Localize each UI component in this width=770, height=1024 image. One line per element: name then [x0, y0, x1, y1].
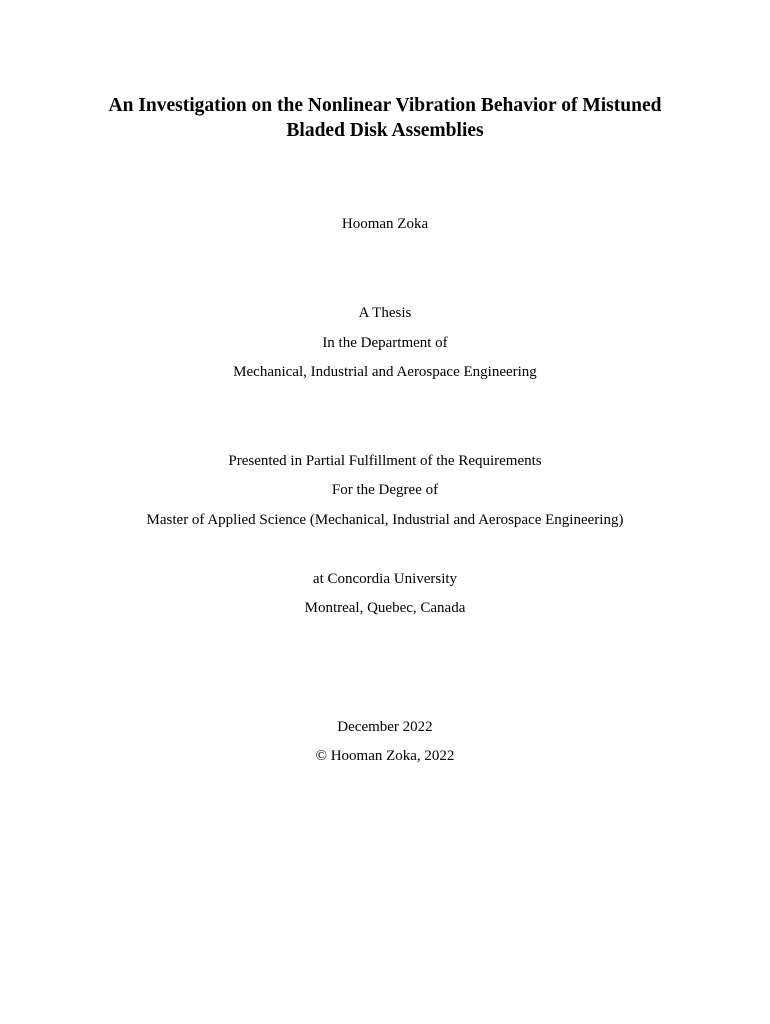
submission-date: December 2022: [337, 719, 433, 735]
degree-intro: For the Degree of: [331, 482, 439, 498]
department-intro: In the Department of: [322, 335, 448, 351]
thesis-title-line-2: Bladed Disk Assemblies: [286, 120, 484, 141]
copyright-notice: © Hooman Zoka, 2022: [315, 748, 455, 764]
thesis-type: A Thesis: [358, 305, 412, 321]
university-name: at Concordia University: [312, 571, 458, 587]
university-location: Montreal, Quebec, Canada: [304, 600, 466, 616]
department-name: Mechanical, Industrial and Aerospace Engineering: [233, 364, 537, 380]
author-name: Hooman Zoka: [341, 216, 429, 232]
thesis-title-line-1: An Investigation on the Nonlinear Vibration Behavior of Mistuned: [108, 95, 662, 116]
requirements-statement: Presented in Partial Fulfillment of the Requirements: [228, 453, 542, 469]
degree-name: Master of Applied Science (Mechanical, Industrial and Aerospace Engineering): [146, 512, 624, 528]
